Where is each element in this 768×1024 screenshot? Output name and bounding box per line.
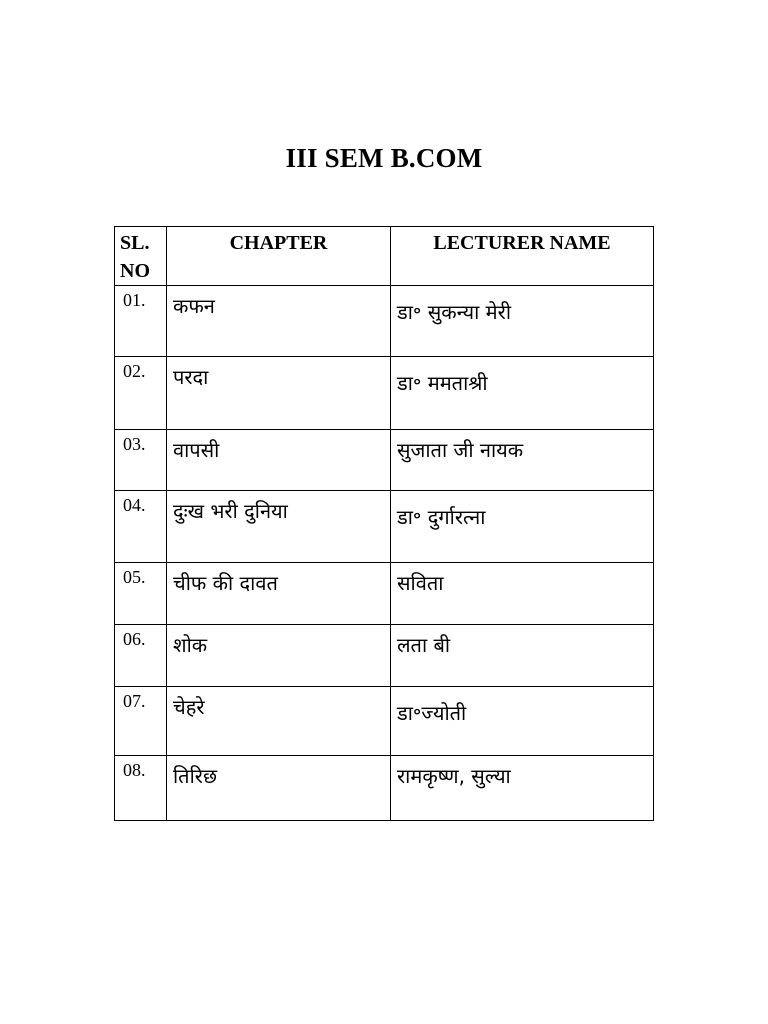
header-lecturer-name: LECTURER NAME <box>391 227 654 286</box>
header-sl-no: SL. NO <box>115 227 167 286</box>
table-row <box>115 687 654 756</box>
chapter-cell: चेहरे <box>167 687 391 756</box>
row-number: 07. <box>115 687 167 756</box>
page-title: III SEM B.COM <box>285 143 483 173</box>
lecturer-cell: डा॰ ममताश्री <box>391 357 654 430</box>
chapter-cell: शोक <box>167 625 391 687</box>
chapter-cell: चीफ की दावत <box>167 563 391 625</box>
row-number: 08. <box>115 756 167 821</box>
row-number: 04. <box>115 491 167 563</box>
row-number: 06. <box>115 625 167 687</box>
chapter-cell: दुःख भरी दुनिया <box>167 491 391 563</box>
lecturer-cell: डा॰ सुकन्या मेरी <box>391 286 654 357</box>
chapter-cell: कफन <box>167 286 391 357</box>
lecturer-cell: लता बी <box>391 625 654 687</box>
chapter-cell: परदा <box>167 357 391 430</box>
row-number: 03. <box>115 430 167 491</box>
row-number: 01. <box>115 286 167 357</box>
table-row <box>115 756 654 821</box>
lecturer-cell: डा॰ दुर्गारत्ना <box>391 491 654 563</box>
header-chapter: CHAPTER <box>167 227 391 286</box>
row-number: 05. <box>115 563 167 625</box>
table-row <box>115 491 654 563</box>
table-row <box>115 625 654 687</box>
table-header-row <box>115 227 654 286</box>
row-number: 02. <box>115 357 167 430</box>
lecturer-cell: सविता <box>391 563 654 625</box>
chapter-cell: वापसी <box>167 430 391 491</box>
lecturer-cell: रामकृष्ण, सुल्या <box>391 756 654 821</box>
table-row <box>115 563 654 625</box>
table-row <box>115 286 654 357</box>
table-row <box>115 430 654 491</box>
lecturer-cell: डा॰ज्योती <box>391 687 654 756</box>
chapter-cell: तिरिछ <box>167 756 391 821</box>
table-row <box>115 357 654 430</box>
lecturer-cell: सुजाता जी नायक <box>391 430 654 491</box>
chapter-table <box>114 226 654 821</box>
